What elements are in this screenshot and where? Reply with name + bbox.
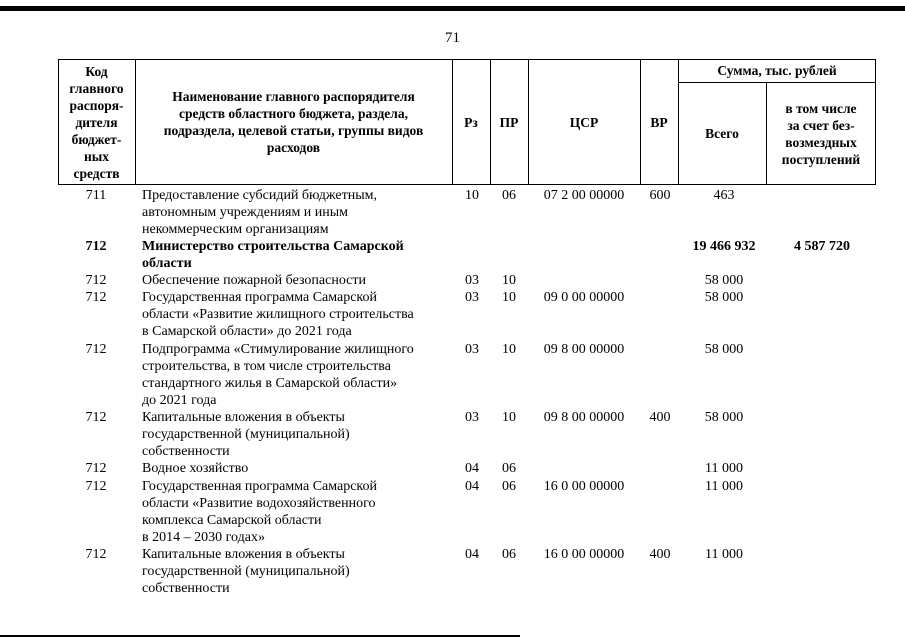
row-total: 58 000 (704, 410, 744, 425)
header-rz: Рз (464, 114, 478, 130)
page-number: 71 (445, 30, 460, 46)
row-rz: 04 (465, 479, 479, 494)
row-csr: 16 0 00 00000 (543, 547, 625, 562)
row-code: 712 (85, 479, 107, 494)
row-total: 463 (713, 188, 735, 203)
row-name: Водное хозяйство (142, 461, 249, 476)
row-code: 712 (85, 410, 107, 425)
header-code: Код главного распоря- дителя бюджет- ных средств (69, 63, 124, 181)
row-pr: 10 (502, 273, 516, 288)
row-rz: 03 (465, 290, 479, 305)
row-rz: 03 (465, 410, 479, 425)
row-name: Министерство строительства Самарской области (142, 239, 404, 271)
row-pr: 10 (502, 290, 516, 305)
header-total: Всего (705, 126, 739, 141)
row-code: 712 (85, 273, 107, 288)
row-csr: 07 2 00 00000 (543, 188, 625, 203)
row-name: Капитальные вложения в объекты государственной (муниципальной) собственности (142, 410, 350, 459)
row-total: 58 000 (704, 273, 744, 288)
row-total: 11 000 (705, 461, 743, 476)
header-vr: ВР (650, 114, 668, 130)
row-vr: 600 (649, 188, 671, 203)
row-rz: 10 (465, 188, 479, 203)
header-name: Наименование главного распорядителя средств областного бюджета, раздела, подраздела, целевой статьи, группы видов расходов (163, 89, 424, 155)
row-pr: 06 (502, 479, 516, 494)
row-pr: 06 (502, 547, 516, 562)
row-name: Государственная программа Самарской области «Развитие водохозяйственного комплекса Самарской области в 2014 – 2030 годах» (142, 479, 378, 545)
row-rz: 03 (465, 273, 479, 288)
row-csr: 09 8 00 00000 (543, 342, 625, 357)
row-total: 11 000 (705, 479, 743, 494)
header-sum: Сумма, тыс. рублей (717, 63, 837, 78)
row-code: 712 (85, 461, 107, 476)
row-code: 712 (85, 239, 107, 254)
row-name: Подпрограмма «Стимулирование жилищного строительства, в том числе строительства стандартного жилья в Самарской области» до 2021 года (142, 342, 414, 408)
row-rz: 04 (465, 547, 479, 562)
row-vr: 400 (649, 410, 671, 425)
header-csr: ЦСР (569, 114, 599, 130)
row-total: 58 000 (704, 342, 744, 357)
row-csr: 09 8 00 00000 (543, 410, 625, 425)
row-total: 11 000 (705, 547, 743, 562)
row-pr: 06 (502, 188, 516, 203)
row-csr: 09 0 00 00000 (543, 290, 625, 305)
row-pr: 06 (502, 461, 516, 476)
row-pr: 10 (502, 342, 516, 357)
row-csr: 16 0 00 00000 (543, 479, 625, 494)
row-code: 712 (85, 290, 107, 305)
row-name: Обеспечение пожарной безопасности (142, 273, 367, 288)
row-code: 711 (85, 188, 107, 203)
top-rule (0, 6, 905, 11)
row-total: 58 000 (704, 290, 744, 305)
header-pr: ПР (499, 114, 519, 130)
row-name: Предоставление субсидий бюджетным, автономным учреждениям и иным некоммерческим организациям (142, 188, 378, 237)
row-name: Капитальные вложения в объекты государственной (муниципальной) собственности (142, 547, 350, 596)
row-name: Государственная программа Самарской области «Развитие жилищного строительства в Самарской области» до 2021 года (142, 290, 414, 339)
row-code: 712 (85, 342, 107, 357)
bottom-rule (0, 635, 520, 637)
row-code: 712 (85, 547, 107, 562)
row-vr: 400 (649, 547, 671, 562)
row-rz: 03 (465, 342, 479, 357)
row-pr: 10 (502, 410, 516, 425)
table-header (58, 59, 876, 185)
row-total: 19 466 932 (692, 239, 756, 254)
row-free: 4 587 720 (794, 239, 850, 254)
header-free: в том числе за счет без- возмездных поступлений (781, 100, 861, 167)
row-rz: 04 (465, 461, 479, 476)
